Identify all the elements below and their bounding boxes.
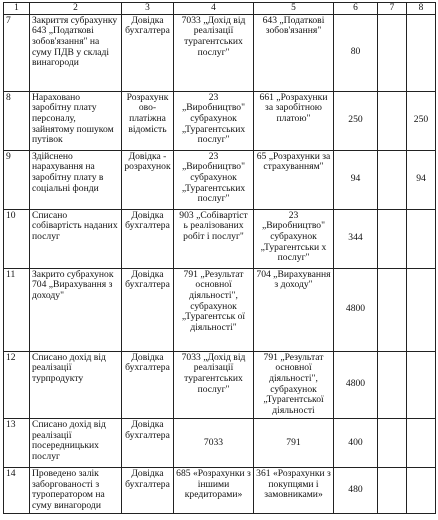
accounting-journal [3, 2, 435, 514]
column-header: 8 [407, 3, 436, 15]
col7-cell [378, 209, 407, 268]
col8-cell [407, 351, 436, 418]
amount-cell: 250 [334, 91, 378, 150]
table-row [4, 467, 436, 513]
col8-cell [407, 418, 436, 467]
document-cell: Довідка бухгалтера [122, 268, 174, 351]
table-row [4, 14, 436, 91]
col8-cell [407, 14, 436, 91]
row-number: 13 [4, 418, 30, 467]
row-number: 14 [4, 467, 30, 513]
debit-account-cell: 791 „Результат основної діяльності", субрахунок „Турагентськ ої діяльності" [174, 268, 254, 351]
credit-account-cell: 791 [254, 418, 334, 467]
column-header: 3 [122, 3, 174, 15]
operation-cell: Списано дохід від реалізації посередницьких послуг [30, 418, 122, 467]
table-row [4, 268, 436, 351]
credit-account-cell: 704 „Вирахування з доходу" [254, 268, 334, 351]
column-header: 1 [4, 3, 30, 15]
operation-cell: Проведено залік заборгованості з туроператором на суму винагороди [30, 467, 122, 513]
operation-cell: Списано дохід від реалізації турпродукту [30, 351, 122, 418]
amount-cell: 480 [334, 467, 378, 513]
amount-cell: 4800 [334, 351, 378, 418]
debit-account-cell: 7033 „Дохід від реалізації турагентських послуг" [174, 14, 254, 91]
col8-cell: 94 [407, 150, 436, 209]
journal-table [3, 2, 436, 514]
document-cell: Розрахунк ово-платіжна відомість [122, 91, 174, 150]
col7-cell [378, 418, 407, 467]
document-cell: Довідка бухгалтера [122, 418, 174, 467]
document-cell: Довідка бухгалтера [122, 14, 174, 91]
col7-cell [378, 91, 407, 150]
debit-account-cell: 7033 „Дохід від реалізації турагентських послуг" [174, 351, 254, 418]
row-number: 9 [4, 150, 30, 209]
amount-cell: 4800 [334, 268, 378, 351]
debit-account-cell: 23 „Виробництво" субрахунок „Турагентських послуг" [174, 91, 254, 150]
column-header: 6 [334, 3, 378, 15]
operation-cell: Здійснено нарахування на заробітну плату в соціальні фонди [30, 150, 122, 209]
table-row [4, 418, 436, 467]
col7-cell [378, 14, 407, 91]
debit-account-cell: 685 «Розрахунки з іншими кредиторами» [174, 467, 254, 513]
row-number: 8 [4, 91, 30, 150]
amount-cell: 80 [334, 14, 378, 91]
column-header: 2 [30, 3, 122, 15]
credit-account-cell: 23 „Виробництво" субрахунок „Турагентськи х послуг" [254, 209, 334, 268]
operation-cell: Закриття субрахунку 643 „Податкові зобов'язання" на суму ПДВ у складі винагороди [30, 14, 122, 91]
debit-account-cell: 903 „Собівартіст ь реалізованих робіт і послуг" [174, 209, 254, 268]
document-cell: Довідка - розрахунок [122, 150, 174, 209]
amount-cell: 400 [334, 418, 378, 467]
credit-account-cell: 661 „Розрахунки за заробітною платою" [254, 91, 334, 150]
document-cell: Довідка бухгалтера [122, 351, 174, 418]
operation-cell: Списано собівартість наданих послуг [30, 209, 122, 268]
col8-cell [407, 467, 436, 513]
operation-cell: Закрито субрахунок 704 „Вирахування з доходу" [30, 268, 122, 351]
amount-cell: 344 [334, 209, 378, 268]
col7-cell [378, 351, 407, 418]
column-header: 7 [378, 3, 407, 15]
column-header: 4 [174, 3, 254, 15]
row-number: 7 [4, 14, 30, 91]
table-row [4, 150, 436, 209]
col7-cell [378, 268, 407, 351]
col8-cell [407, 268, 436, 351]
col8-cell [407, 209, 436, 268]
col8-cell: 250 [407, 91, 436, 150]
credit-account-cell: 361 «Розрахунки з покупцями і замовниками» [254, 467, 334, 513]
table-row [4, 91, 436, 150]
amount-cell: 94 [334, 150, 378, 209]
credit-account-cell: 643 „Податкові зобов'язання" [254, 14, 334, 91]
row-number: 12 [4, 351, 30, 418]
table-row [4, 209, 436, 268]
credit-account-cell: 791 „Результат основної діяльності", субрахунок „Турагентської діяльності [254, 351, 334, 418]
document-cell: Довідка бухгалтера [122, 467, 174, 513]
row-number: 10 [4, 209, 30, 268]
debit-account-cell: 23 „Виробництво" субрахунок „Турагентських послуг" [174, 150, 254, 209]
operation-cell: Нараховано заробітну плату персоналу, зайнятому пошуком путівок [30, 91, 122, 150]
debit-account-cell: 7033 [174, 418, 254, 467]
row-number: 11 [4, 268, 30, 351]
column-header: 5 [254, 3, 334, 15]
header-row [4, 3, 436, 15]
document-cell: Довідка бухгалтера [122, 209, 174, 268]
col7-cell [378, 150, 407, 209]
table-row [4, 351, 436, 418]
col7-cell [378, 467, 407, 513]
credit-account-cell: 65 „Розрахунки за страхуванням" [254, 150, 334, 209]
